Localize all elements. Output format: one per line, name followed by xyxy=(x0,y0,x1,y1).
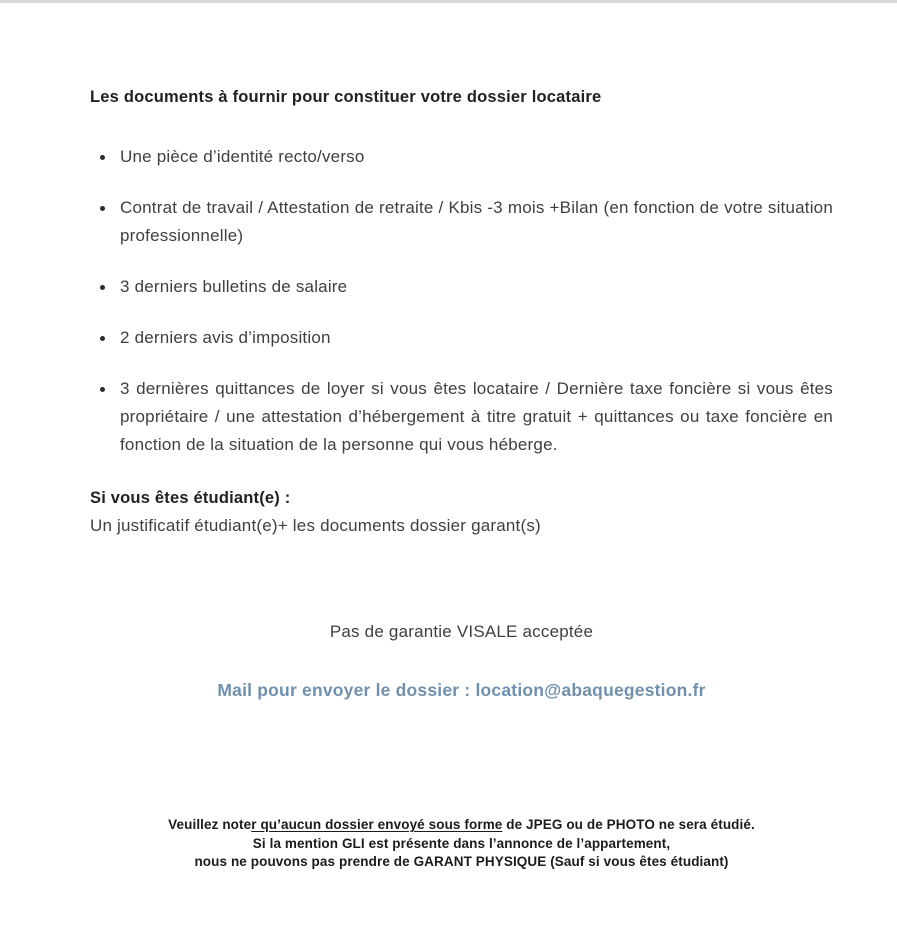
list-item xyxy=(90,194,833,250)
list-item-text: Une pièce d’identité recto/verso xyxy=(120,147,365,166)
bullet-icon xyxy=(100,206,105,211)
footer-line-3: nous ne pouvons pas prendre de GARANT PHYSIQUE (Sauf si vous êtes étudiant) xyxy=(194,854,729,869)
mail-label: Mail pour envoyer le dossier : xyxy=(217,680,471,700)
footer-line-2: Si la mention GLI est présente dans l’annonce de l’appartement, xyxy=(252,835,671,851)
list-item xyxy=(90,324,833,352)
list-item-text: 3 dernières quittances de loyer si vous êtes locataire / Dernière taxe foncière si vous êtes propriétaire / une attestation d’hébergement à titre gratuit + quittances ou taxe foncière en fonction de la situation de la personne qui vous héberge. xyxy=(120,379,833,454)
bullet-icon xyxy=(100,336,105,341)
bullet-icon xyxy=(100,285,105,290)
email-link[interactable]: location@abaquegestion.fr xyxy=(475,680,706,700)
student-section-heading: Si vous êtes étudiant(e) : xyxy=(90,489,291,507)
bullet-icon xyxy=(100,387,105,392)
list-item-text: Contrat de travail / Attestation de retraite / Kbis -3 mois +Bilan (en fonction de votre situation professionnelle) xyxy=(120,198,833,245)
bullet-icon xyxy=(100,155,105,160)
visale-notice: Pas de garantie VISALE acceptée xyxy=(329,622,594,641)
list-item-text: 3 derniers bulletins de salaire xyxy=(120,277,348,296)
documents-list xyxy=(90,143,833,459)
list-item-text: 2 derniers avis d’imposition xyxy=(120,328,331,347)
list-item xyxy=(90,143,833,171)
footer-line-1-start: Veuillez note xyxy=(168,817,252,832)
mail-instruction xyxy=(90,677,833,703)
footer-line-1 xyxy=(90,816,833,835)
list-item xyxy=(90,273,833,301)
student-section-text: Un justificatif étudiant(e)+ les documents dossier garant(s) xyxy=(90,516,541,535)
list-item xyxy=(90,375,833,459)
footer-line-1-end: de JPEG ou de PHOTO ne sera étudié. xyxy=(502,817,755,832)
page-title: Les documents à fournir pour constituer votre dossier locataire xyxy=(90,88,602,106)
footer-line-1-underlined: r qu’aucun dossier envoyé sous forme xyxy=(251,817,503,832)
footer-warning xyxy=(90,816,833,872)
